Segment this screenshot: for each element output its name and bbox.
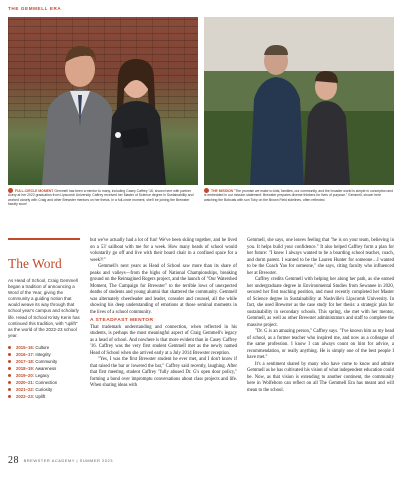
page-footer [8, 455, 113, 466]
word-list-item: 2016–17: Integrity [8, 351, 80, 358]
article-paragraph: "Yes, I was the first Brewster student he ever met, and I don't know if that raised the bar or lowered the bar," Caffrey said recently, laughing. After that first meeting, student Caffrey "fully abused Dr. G's open door policy," forming a bond over impromptu conversations about class projects and life. When sharing ideas with [90, 357, 237, 388]
word-list-item: 2020–21: Connection [8, 379, 80, 386]
sideline-figures [204, 17, 394, 185]
word-list-item: 2021–22: Curiosity [8, 386, 80, 393]
word-list-item: 2017–18: Community [8, 358, 80, 365]
page-number: 28 [8, 455, 19, 466]
article-paragraph: but we've actually had a lot of fun! We've been skiing together, and he lived on a 53' sailboat with me for a week. How many heads of school would voluntarily go off and live with their board chair in a confined space for a week?!" [90, 238, 237, 263]
publication-name: BREWSTER ACADEMY | SUMMER 2023 [23, 458, 113, 463]
photo-gemmell-and-caffrey [8, 17, 198, 185]
caption-title: THE MISSION [211, 189, 234, 193]
article-column-right [247, 238, 394, 394]
caption-text: "The promise we make to kids, families, our community, and the broader world is simple in conception and is embedded in our mission statement: Brewster prepares diverse thinkers for lives of purpose." Gemmell, shown here watching the Bobcats with son Toby on the Brown Field sidelines, often reflected. [204, 189, 394, 202]
article-paragraph: That trademark understanding and connection, when reflected in his students, is perhaps the most meaningful aspect of Craig Gemmell's legacy as a head of school. And nowhere is that more evident than in Casey Caffrey '16. Caffrey was the very first student Gemmell met as the newly named Head of School when she arrived early at a July 2014 Brewster reception. [90, 324, 237, 356]
caption-text: Gemmell has been a mentor to many, including Casey Caffrey '16, shown here with partner Avery at her 2022 graduation from Lipscomb University. Caffrey received her Master of Science degree in Sustainability and worked closely with Craig and other Brewster mentors on her thesis. In a full-circle moment, she'll be joining the Brewster faculty soon! [8, 189, 194, 206]
article-column-middle [90, 238, 237, 390]
word-of-the-year-sidebar [8, 238, 80, 448]
article-paragraph: Caffrey credits Gemmell with helping her along her path, as she earned her undergraduate degree in Environmental Studies from Sewanee in 2020, secured her first teaching position, and most recently completed her Master of Science degree in Sustainability at Nashville's Lipscomb University. In fact, she used Brewster as the case study for her thesis: a strategic plan for sustainability in secondary schools. This spring, she met with her mentor, Gemmell, as well as other Brewster administrators and staff to complete the massive project. [247, 277, 394, 328]
word-list [8, 344, 80, 400]
word-list-item: 2018–19: Awareness [8, 365, 80, 372]
section-header: THE GEMMELL ERA [8, 6, 62, 11]
photo-gemmell-with-son [204, 17, 394, 185]
article-subhead: A STEADFAST MENTOR [90, 318, 154, 323]
sidebar-body: As Head of School, Craig Gemmell began a tradition of announcing a Word of the Year, giving the community a guiding notion that would weave its way through that school year's campus and scholarly life. Head of School Kristy Kerin has continued this tradition, with "uplift" as the world of the 2022-23 school year. [8, 278, 80, 338]
caption-number-badge [8, 188, 13, 193]
caption-title: FULL-CIRCLE MOMENT [15, 189, 54, 193]
caption-number-badge [204, 188, 209, 193]
article-paragraph: "Dr. G is an amazing person," Caffrey says. "I've known him as my head of school, as a former teacher who inspired me, and now as a colleague of the same profession. I know I can always count on him for advice, a recommendation, or really anything. He is simply one of the best people I have met." [247, 329, 394, 360]
caption-full-circle [8, 188, 198, 206]
word-list-item: 2015–16: Culture [8, 344, 80, 351]
article-paragraph: Gemmell's next years as Head of School saw more than its share of peaks and valleys—from the highs of National Championships, breaking ground on the Reimagined Rogers project, and the launch of "Our Watershed Moment, The Campaign for Brewster" to the terrible lows of unexpected deaths of students and young alumni that shattered the community. Gemmell was alternately cheerleader and leader, consoler and counsel, all the while showing his deep understanding of emotions at those seminal moments in the lives of a school community. [90, 264, 237, 315]
article-paragraph: Gemmell, she says, one leaves feeling that "he is on your team, believing in you. It helps build your confidence." It also helped Caffrey form a plan for her future: "I knew I always wanted to be a boarding school teacher, coach, and dorm parent. I wanted to be the Lauren Hunter for someone…I wanted to be the Coach Yao for someone," she says, citing faculty who influenced her at Brewster. [247, 238, 394, 276]
portrait-figures [8, 17, 198, 185]
article-paragraph: It's a sentiment shared by many who have come to know and admire Gemmell as he has cultivated his vision of what independent education could be. Now, as that vision is extending to another continent, the community here in Wolfeboro can reflect on all The Gemmell Era has meant and will mean to the school. [247, 361, 394, 393]
caption-the-mission [204, 188, 394, 202]
word-list-item: 2022–23: Uplift [8, 393, 80, 400]
sidebar-title: The Word [8, 256, 62, 271]
word-list-item: 2019–20: Legacy [8, 372, 80, 379]
